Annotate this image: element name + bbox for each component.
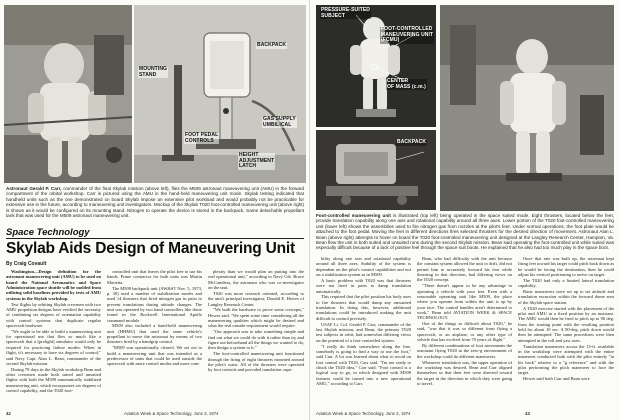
bean-hovering-image: [440, 5, 614, 211]
paragraph: Once that rate was built up, the astronaut kept firing feet toward his target could pitch back down as he would be facing the destination, then he could adjust his vertical positioning to arrive on target.: [518, 256, 614, 278]
photo-astronaut-m509: [4, 5, 132, 183]
paragraph: "We ought to be able to build a maneuvering unit for operational use that flies so much like a spacecraft that a [prelight] simulator would only be required for practicing failure modes. When in flight, it's necessary to have six degrees of control," said Navy Capt. Alan L. Bean, commander of the second Skylab mission.: [6, 328, 101, 366]
section-tag: Space Technology: [6, 227, 90, 238]
label-gas-supply-umbilical: GAS SUPPLY UMBILICAL: [263, 116, 296, 128]
paragraph: The M509 backpack unit (AW&ST Nov. 5, 1973, p. 30) used a number of stabilization modes and used 14 thrusters that fired nitrogen gas in pairs to prevent translations during attitude changes. The unit was operated by two hand controllers like those found in the Rockwell International Apollo command module.: [107, 285, 202, 323]
label-mounting-stand: MOUNTING STAND: [139, 66, 168, 78]
article-headline: Skylab Aids Design of Maneuvering Unit: [6, 240, 295, 257]
paragraph: Test flights by orbiting Skylab crewmen with two AMU propulsion designs have verified the necessity of combining six degrees of orientation capability with control systems that duplicate regular spacecraft hardware.: [6, 301, 101, 328]
paragraph: This required that the pilot position his body axes to fire thrusters that would damp any unwanted translation. In doing this, however, additional translations could be introduced making the unit difficult to control precisely.: [316, 294, 411, 321]
left-page-number: 42: [6, 411, 11, 416]
paragraph: A T020 exercise started with the placement of the pilot and AMU in a fixed position by an assistant. The AMU would then be fired to pitch up to 90 deg. from the starting point with the resulting position held for about 10 sec. A 90-deg. pitch down would then be attempted. The same procedures were then attempted in the roll and yaw axes.: [518, 305, 614, 343]
paragraph: "I really do think somewhere along the line, somebody is going to find a way to use the foot," said Carr. A lot was learned about what to avoid on foot control with T020, Carr said. "I'm not ready to chuck the T020 idea," Carr said. "Foot control is a logical way to go, in which designed with M509 features could be turned into a new operational AMU," according to Carr.: [316, 343, 411, 386]
paragraph: Hewes said both Carr and Bean were: [523, 376, 590, 382]
article-byline: By Craig Covault: [6, 261, 47, 267]
label-height-adjustment-latch: HEIGHT ADJUSTMENT LATCH: [239, 152, 275, 170]
paragraph: M509 also included a hand-held maneuvering unit (HHMU) that used the same vehicle's propellant to move the astronaut by means of two thrusters fired by a handgrip control.: [107, 323, 202, 345]
left-column-2: [107, 269, 202, 407]
label-center-of-mass: CENTER OF MASS (c.m.): [387, 78, 426, 90]
paragraph: "Our approach was to take something simple and find out what we could do with it rather than try and figure out beforehand all the things we wanted to do, then design a system to it.": [208, 329, 304, 351]
paragraph: "There doesn't appear to be any advantage to operating a vehicle with your feet. Even with a reasonable operating unit like M509, the place where you operate from within the unit is up by your face. The control handles aren't determined to work," Bean told AVIATION WEEK & SPACE TECHNOLOGY.: [417, 283, 512, 321]
paragraph: The foot-controlled maneuvering unit functioned through the firing of eight thrusters mounted around the pilot's waist. All of the thrusters were operated by foot controls and provided translation capa-: [208, 351, 304, 373]
t020-mockup-image: [134, 5, 306, 183]
paragraph: bility along one axis and rotational capability around all three axes. Stability of the system is dependent on the pilot's control capabilities and not on a stabilization system as in M509.: [316, 256, 411, 278]
paragraph: A basic problem with T020 was that thrusters were not fired in pairs to damp translation automatically.: [316, 277, 411, 294]
paragraph: USAF Lt. Col. Gerald P. Carr, commander of the last Skylab mission, and Bean, the primary T020 test subjects in orbit, had somewhat differing views on the potential of a foot-controlled system.: [316, 321, 411, 343]
photo-t020-mockup: [134, 5, 306, 183]
label-backpack-left: BACKPACK: [257, 42, 287, 48]
fcmu-diagram-image: [316, 5, 436, 127]
paragraph: One of the things as difficult about T020," he said, "was that it was so different from flying a spacecraft, or an airplane, or any other type of vehicle that has evolved from 70 years of flight.": [417, 321, 512, 343]
left-column-1: [6, 269, 101, 407]
right-column-1: [316, 256, 411, 407]
paragraph: T020 was more research oriented, according to the unit's principal investigator, Donald E. Hewes of Langley Research Center.: [208, 290, 304, 307]
paragraph: Basic maneuvers were set up to set attitude and translation excursion within the forward dome area of the Skylab space station.: [518, 289, 614, 305]
right-photo-caption: [316, 213, 614, 253]
right-caption-bold: Foot-controlled maneuvering unit: [316, 213, 391, 218]
right-publication: Aviation Week & Space Technology, June 3, 1974: [316, 411, 411, 416]
paragraph: Washington—Design definition for the astronaut maneuvering unit (AMU) to be used on board the National Aeronautics and Space Administration space shuttle will be molded from utilizing solid baselines provided by tests of AMU systems in the Skylab workshop.: [6, 269, 101, 301]
paragraph: controlled unit that leaves the pilot free to use his hands. Prime contractor for both units was Martin Marietta.: [107, 269, 202, 285]
paragraph: The T020 had only a limited lateral translation capability.: [518, 277, 614, 289]
photo-bean-hovering: [440, 5, 614, 211]
left-footer: [6, 411, 219, 416]
paragraph: By different combinations of foot movements the astronaut flying T020 in the zero-g environment of the workshop could do different maneuvers.: [417, 343, 512, 359]
headline-rule-top: [6, 238, 304, 239]
right-footer: [316, 411, 530, 416]
right-page-number: 43: [525, 411, 530, 416]
label-foot-pedal-controls: FOOT PEDAL CONTROLS: [185, 132, 219, 144]
paragraph: Translation maneuvers across the 15-ft. available in the workshop were attempted with the entire maneuver conducted both with the pilot entirely "in his back" relative to a "g reference" and with the pilot performing the pitch maneuver to face the target.: [518, 343, 614, 376]
label-foot-controlled-unit: FOOT-CONTROLLED MANEUVERING UNIT (FCMU): [381, 26, 434, 44]
photo-fcmu-backpack: [316, 130, 436, 210]
photo-fcmu-diagram: [316, 5, 436, 127]
left-caption-bold: Astronaut Gerald P. Carr,: [6, 186, 62, 191]
left-column-3: [208, 269, 304, 407]
paragraph: "M509 was operationally cleared. We set out to build a maneuvering unit that was intended as a predecessor of units that could be used outside the spacecraft with more control modes and more com-: [107, 345, 202, 367]
paragraph: During 79 days in the Skylab workshop Bean and other crewmen made both suited and unsuited flights with both the M509 automatically stabilized maneuvering unit, which incorporates six degrees of control capability, and the T020 foot-: [6, 366, 101, 394]
left-publication: Aviation Week & Space Technology, June 3, 1974: [123, 411, 219, 416]
right-page: [310, 0, 620, 420]
left-photo-caption: [6, 186, 304, 224]
right-column-3: [518, 256, 614, 407]
right-column-2: [417, 256, 512, 407]
astronaut-m509-image: [4, 5, 132, 183]
paragraph: Whenever translation was, the upper operation of the workshop was desired. Bean and Carr aligned themselves so that their feet were directed toward the target in the direction in which they were going to travel.: [417, 359, 512, 386]
label-backpack-right: BACKPACK: [397, 139, 427, 145]
paragraph: plexity than we would plan on putting into the real operational unit," according to Navy Cdr. Bruce McCandless, the astronaut who was co-investigator on the unit.: [208, 269, 304, 291]
right-caption-text: is illustrated (top left) being operated in the space suited mode. Eight thrusters, located below the feet, provide translation capability along one axis and rotational capability around all three axes. Lower portion of the T020 foot-controlled maneuvering unit (lower left) shows the assemblies used to fire nitrogen gas from nozzles at the pilot's feet. Under normal operations, the foot plate would be attached to the foot pedal. Moving the feet in different directions fires selected thrusters for the desired direction of movement. Astronaut Alan L. Bean (above right) attempts to hover on board the T020 foot-controlled maneuvering unit designed at the Langley Research Center, Hampton, Va. Bean flew the unit in both suited and unsuited runs during the second Skylab mission. Bean said operating the foot-controlled unit while suited was especially difficult because of a lack of positive feel through the space suit boots. He explained that he also had too much play in the space boot.: [316, 213, 614, 251]
paragraph: Bean, who had difficulty with the unit because the constant system allowed the unit to drift, did not permit him to accurately forward his foot while thrusting in that direction, had differing views on the T020 concept.: [417, 256, 512, 283]
label-pressure-suited-subject: PRESSURE-SUITED SUBJECT: [321, 7, 371, 19]
paragraph: "We built the hardware to prove some concepts," Hewes said. "We spent some time considering all the maneuvering qualities which might be desired and what the real outside requirement would require.: [208, 307, 304, 329]
left-caption-text: commander of the final Skylab mission (above left), flies the M509 astronaut maneuvering unit (AMU) in the forward compartment of the orbital workshop. Carr is pictured using the AMU in the hand-held maneuvering unit mode. Skylab testing indicated that handheld units such as the one demonstrated on board Skylab impose an extensive pilot workload and would probably not be practicable for extensive use in the future, according to maneuvering unit investigators. Mockup of the Skylab T020 foot-controlled maneuvering unit (above right) is shown as it would be configured on its mounting stand. Nitrogen to operate the device is stored in the backpack. Same detachable propellant tank that was used for the M509 astronaut maneuvering unit.: [6, 186, 304, 219]
